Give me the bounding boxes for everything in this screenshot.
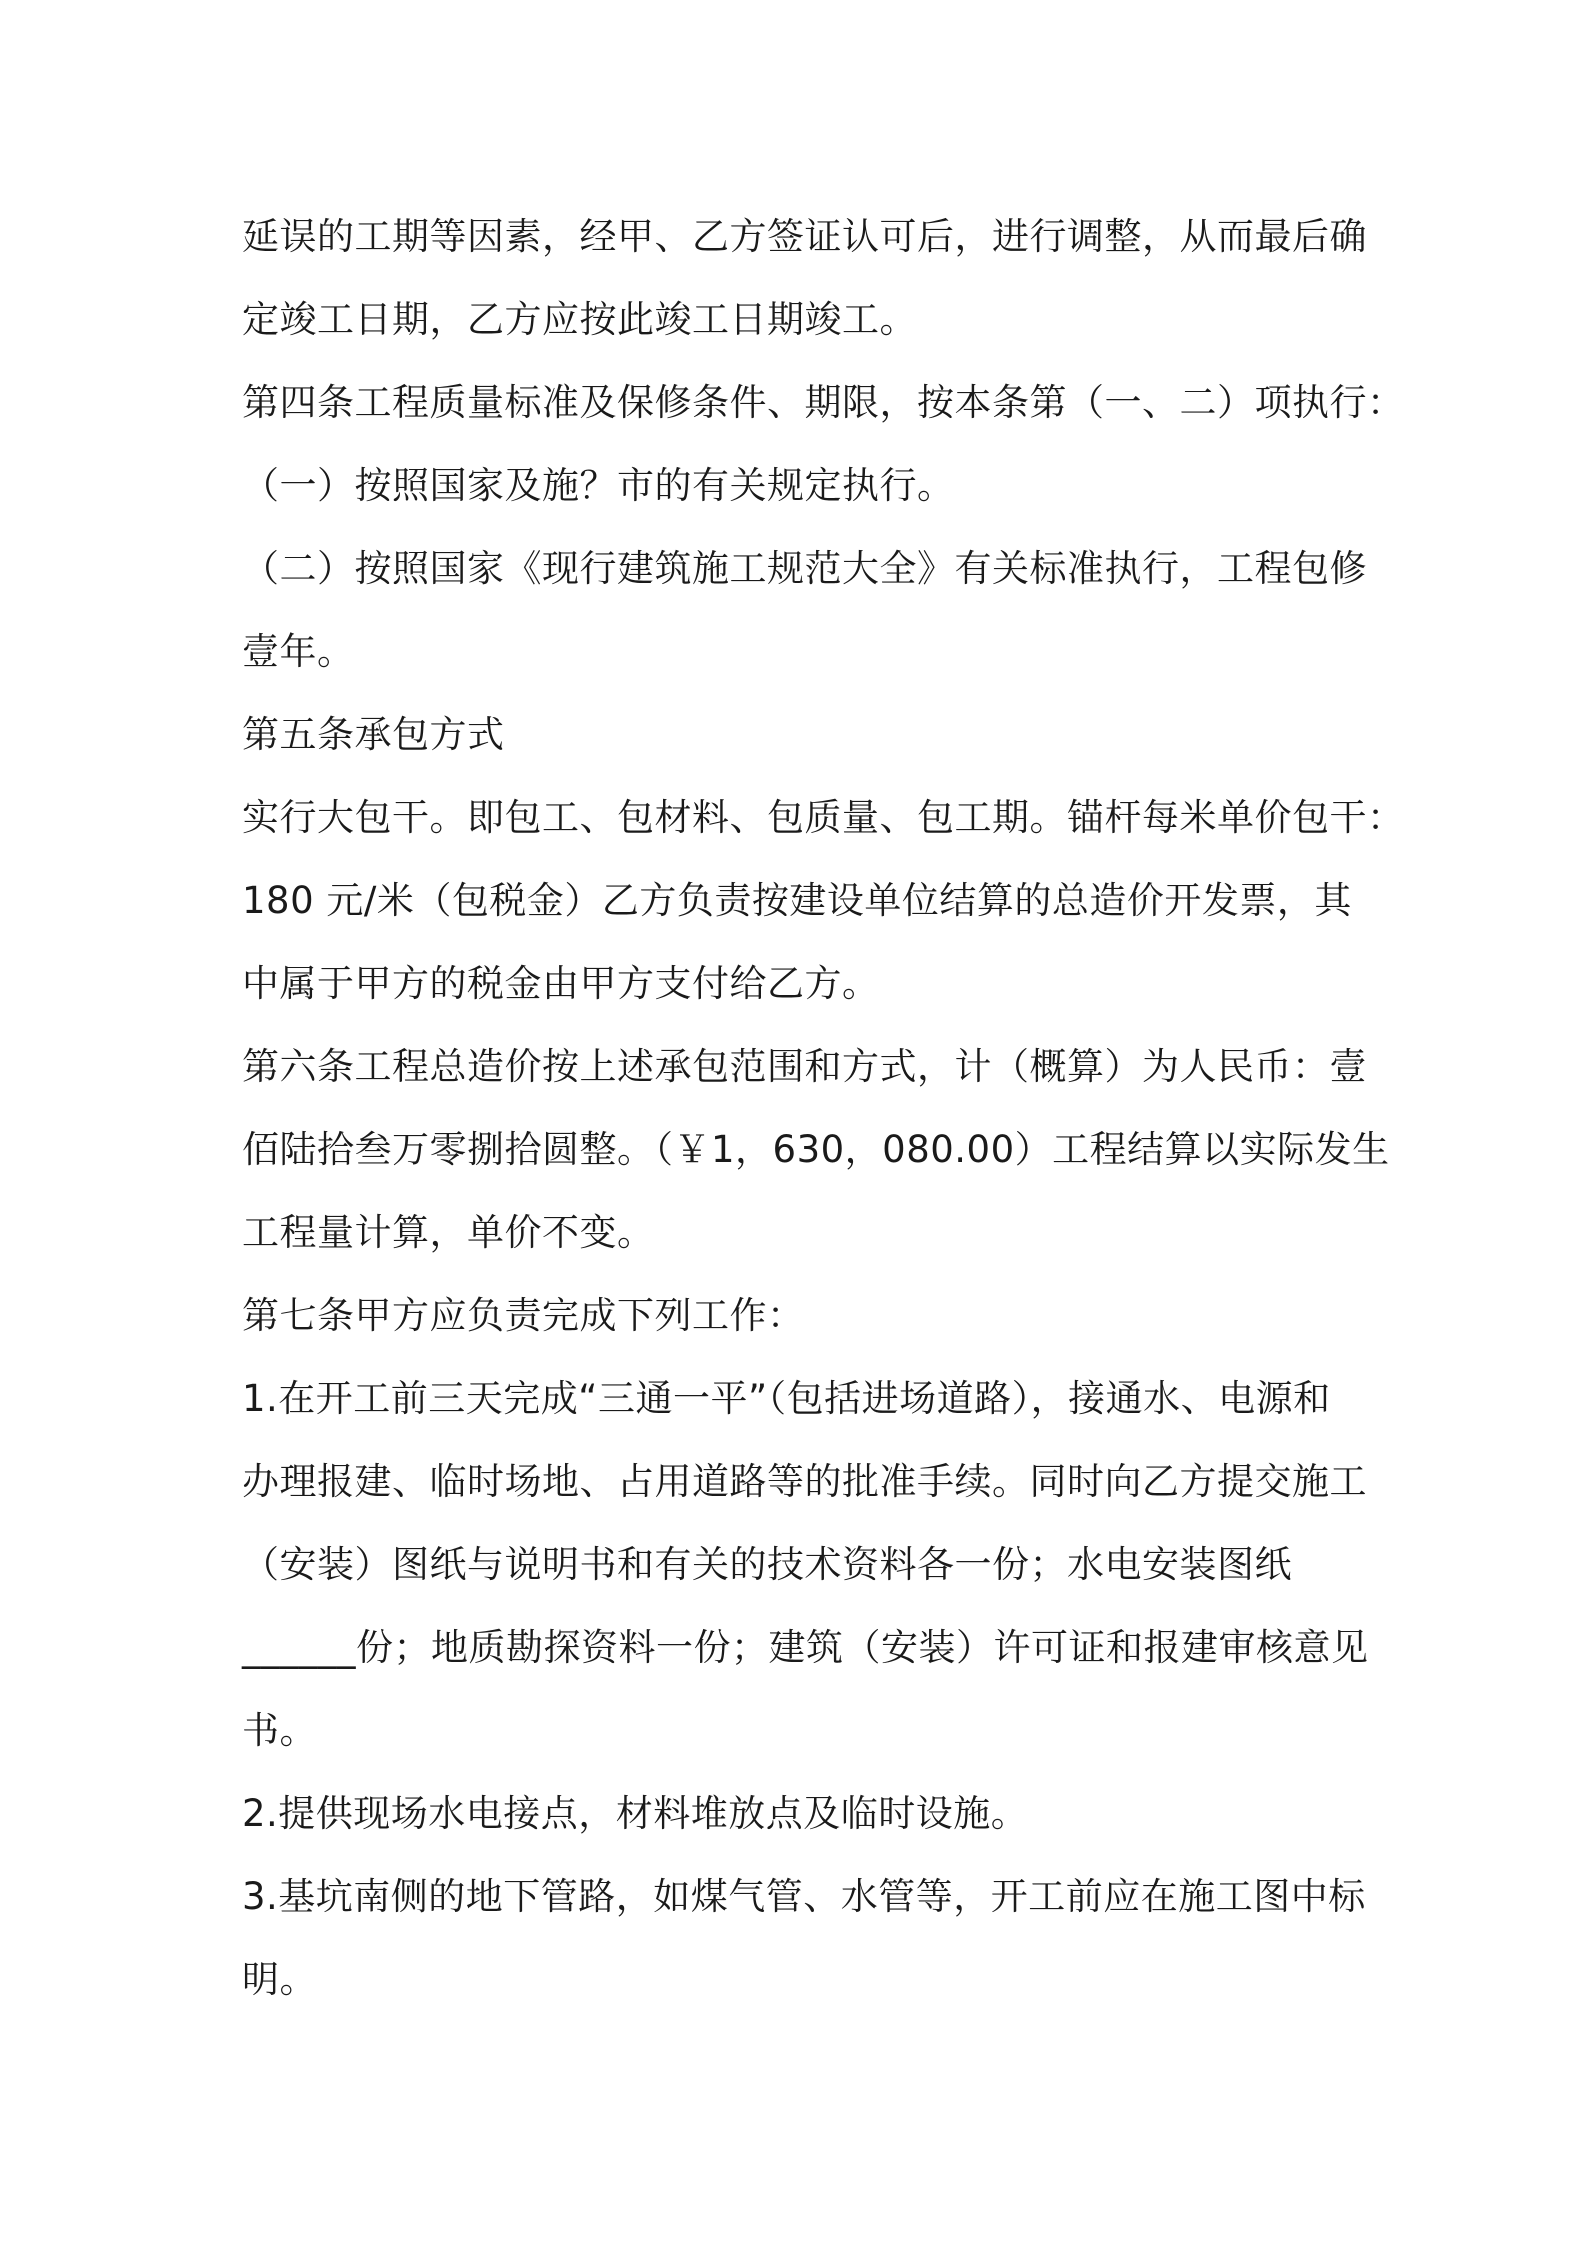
- section-heading-article-4: 第四条工程质量标准及保修条件、期限，按本条第（一、二）项执行：: [242, 381, 1405, 424]
- text-line: （二）按照国家《现行建筑施工规范大全》有关标准执行，工程包修: [242, 547, 1367, 590]
- text-line: 书。: [242, 1709, 317, 1752]
- text-line: 明。: [242, 1958, 317, 2001]
- text-line: 2.提供现场水电接点，材料堆放点及临时设施。: [242, 1792, 1029, 1835]
- text-line: 180 元/米（包税金）乙方负责按建设单位结算的总造价开发票，其: [242, 879, 1352, 922]
- text-line: 3.基坑南侧的地下管路，如煤气管、水管等，开工前应在施工图中标: [242, 1875, 1366, 1918]
- text-line: （安装）图纸与说明书和有关的技术资料各一份；水电安装图纸: [242, 1543, 1292, 1586]
- text-line: 办理报建、临时场地、占用道路等的批准手续。同时向乙方提交施工: [242, 1460, 1367, 1503]
- document-body: [242, 195, 1405, 2021]
- text-line: ______份；地质勘探资料一份；建筑（安装）许可证和报建审核意见: [242, 1626, 1369, 1669]
- section-heading-article-5: 第五条承包方式: [242, 713, 505, 756]
- text-line: 延误的工期等因素，经甲、乙方签证认可后，进行调整，从而最后确: [242, 215, 1367, 258]
- section-heading-article-7: 第七条甲方应负责完成下列工作：: [242, 1294, 805, 1337]
- text-line: 定竣工日期，乙方应按此竣工日期竣工。: [242, 298, 917, 341]
- text-line: 实行大包干。即包工、包材料、包质量、包工期。锚杆每米单价包干：: [242, 796, 1405, 839]
- text-line: 1.在开工前三天完成“三通一平”（包括进场道路），接通水、电源和: [242, 1377, 1331, 1420]
- text-line: 佰陆拾叁万零捌拾圆整。（￥1，630，080.00）工程结算以实际发生: [242, 1128, 1390, 1171]
- text-line: 中属于甲方的税金由甲方支付给乙方。: [242, 962, 880, 1005]
- text-line: 壹年。: [242, 630, 355, 673]
- section-heading-article-6: 第六条工程总造价按上述承包范围和方式，计（概算）为人民币：壹: [242, 1045, 1367, 1088]
- text-line: 工程量计算，单价不变。: [242, 1211, 655, 1254]
- text-line: （一）按照国家及施？市的有关规定执行。: [242, 464, 955, 507]
